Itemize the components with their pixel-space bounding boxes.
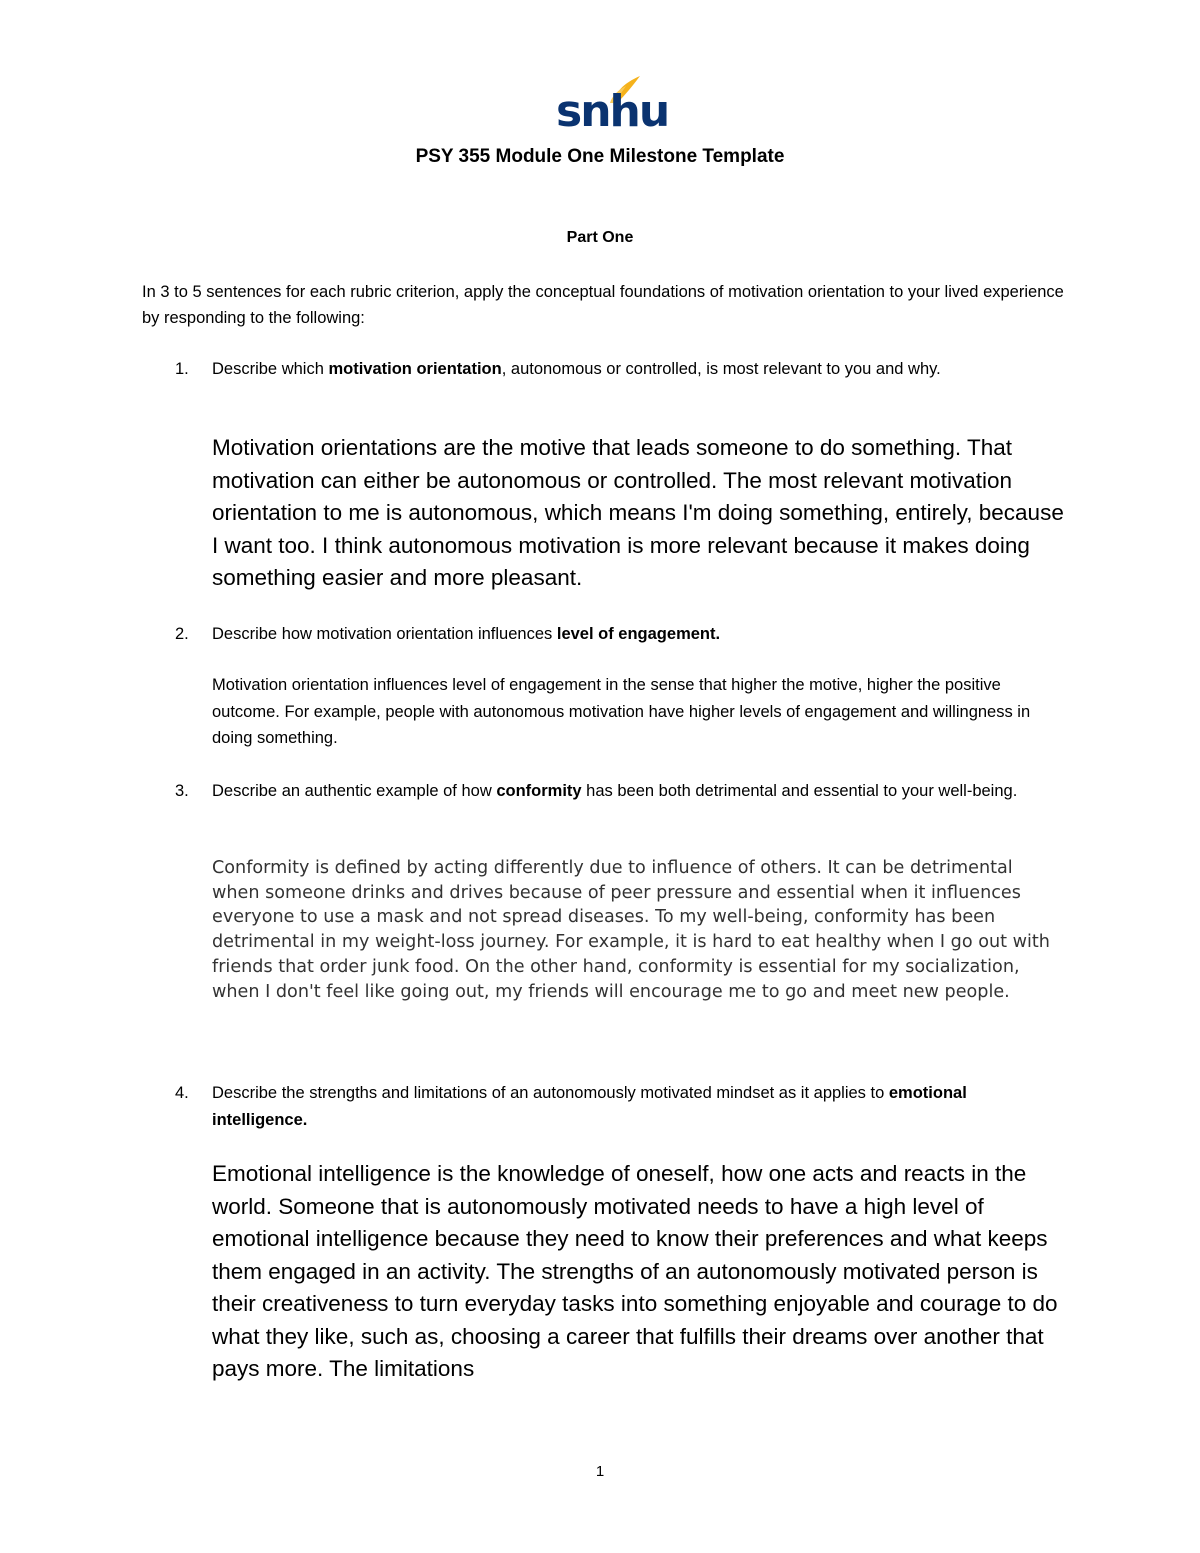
question-number: 3.: [175, 782, 189, 800]
question-4: [142, 1080, 1052, 1134]
question-text: Describe an authentic example of how conformity has been both detrimental and essential to your well-being.: [212, 782, 1018, 800]
logo-wordmark: snhu: [556, 86, 669, 137]
intro-paragraph: In 3 to 5 sentences for each rubric criterion, apply the conceptual foundations of motivation orientation to your lived experience by responding to the following:: [142, 283, 1064, 327]
document-title: PSY 355 Module One Milestone Template: [415, 146, 785, 167]
snhu-logo: [556, 74, 669, 137]
question-text: Describe which motivation orientation, autonomous or controlled, is most relevant to you and why.: [212, 360, 941, 378]
part-heading: Part One: [566, 229, 634, 246]
question-3: [142, 778, 1052, 805]
answer-1: Motivation orientations are the motive that leads someone to do something. That motivation can either be autonomous or controlled. The most relevant motivation orientation to me is autonomous, which means I'm doing something, entirely, because I want too. I think autonomous motivation is more relevant because it makes doing something easier and more pleasant.: [212, 435, 1064, 590]
answer-2: Motivation orientation influences level of engagement in the sense that higher the motive, higher the positive outcome. For example, people with autonomous motivation have higher levels of engagement and willingness in doing something.: [212, 676, 1031, 747]
answer-3: Conformity is defined by acting differently due to influence of others. It can be detrimental when someone drinks and drives because of peer pressure and essential when it influences everyone to use a mask and not spread diseases. To my well-being, conformity has been detrimental in my weight-loss journey. For example, it is hard to eat healthy when I go out with friends that order junk food. On the other hand, conformity is essential for my socialization, when I don't feel like going out, my friends will encourage me to go and meet new people.: [212, 858, 1050, 1002]
question-2: [142, 621, 1052, 648]
question-number: 1.: [175, 360, 189, 378]
question-number: 4.: [175, 1084, 189, 1102]
question-text: Describe how motivation orientation influences level of engagement.: [212, 625, 721, 643]
question-text: Describe the strengths and limitations of an autonomously motivated mindset as it applies to emotional intelligence.: [212, 1084, 967, 1129]
question-number: 2.: [175, 625, 189, 643]
page-number: 1: [595, 1463, 605, 1480]
answer-4: Emotional intelligence is the knowledge of oneself, how one acts and reacts in the world. Someone that is autonomously motivated needs to have a high level of emotional intelligence because they need to know their preferences and what keeps them engaged in an activity. The strengths of an autonomously motivated person is their creativeness to turn everyday tasks into something enjoyable and courage to do what they like, such as, choosing a career that fulfills their dreams over another that pays more. The limitations: [212, 1161, 1058, 1381]
question-1: [142, 356, 1052, 383]
